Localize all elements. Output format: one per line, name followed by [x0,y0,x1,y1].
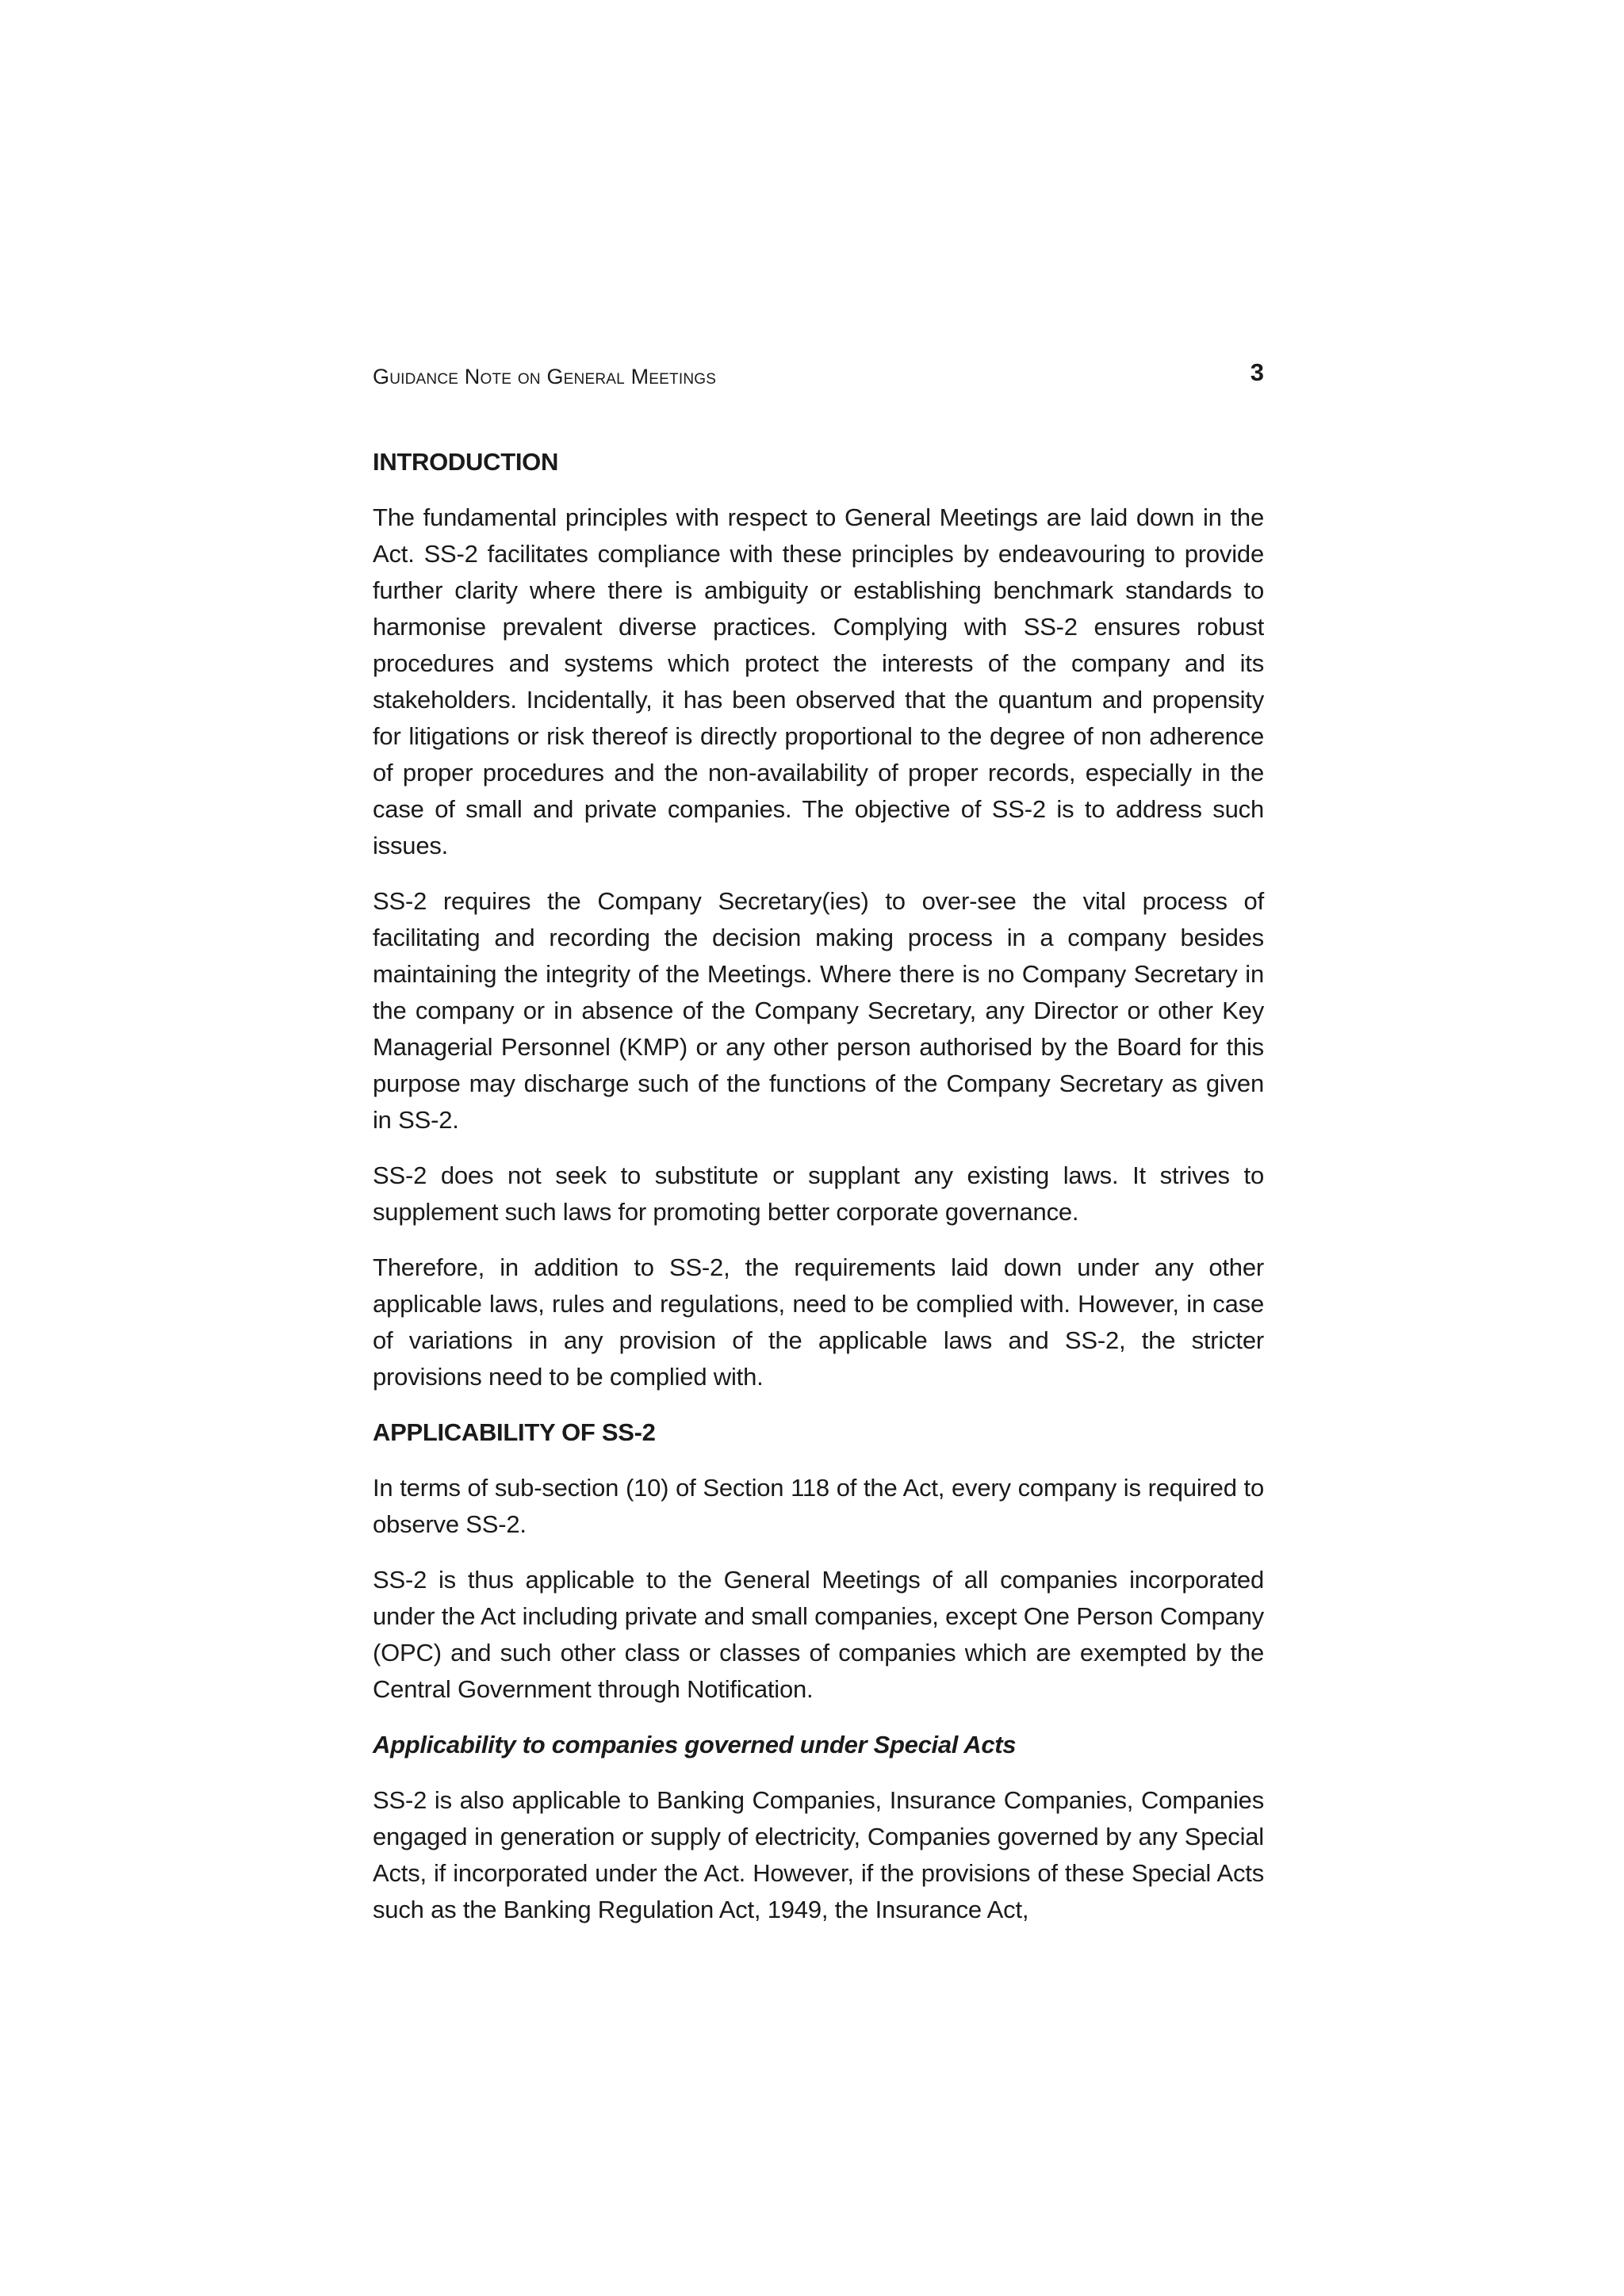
introduction-paragraph-3: SS-2 does not seek to substitute or supplant any existing laws. It strives to supplement such laws for promoting better corporate governance. [373,1161,1264,1226]
introduction-section [373,444,1264,1395]
special-acts-heading: Applicability to companies governed under Special Acts [373,1731,1017,1758]
special-acts-section [373,1727,1264,1928]
page-number: 3 [1250,358,1264,386]
introduction-paragraph-2: SS-2 requires the Company Secretary(ies) to over-see the vital process of facilitating and recording the decision making process in a company besides maintaining the integrity of the Meetings. Where there is no Company Secretary in the company or in absence of the Company Secretary, any Director or other Key Managerial Personnel (KMP) or any other person authorised by the Board for this purpose may discharge such of the functions of the Company Secretary as given in SS-2. [373,887,1264,1134]
applicability-paragraph-1: In terms of sub-section (10) of Section 118 of the Act, every company is required to observe SS-2. [373,1474,1264,1538]
applicability-section [373,1414,1264,1708]
introduction-heading: INTRODUCTION [373,448,559,476]
running-header [373,358,1264,398]
introduction-paragraph-4: Therefore, in addition to SS-2, the requirements laid down under any other applicable laws, rules and regulations, need to be complied with. However, in case of variations in any provision of the applicable laws and SS-2, the stricter provisions need to be complied with. [373,1253,1264,1391]
running-title: Guidance Note on General Meetings [373,365,717,388]
applicability-paragraph-2: SS-2 is thus applicable to the General Meetings of all companies incorporated under the Act including private and small companies, except One Person Company (OPC) and such other class or classes of companies which are exempted by the Central Government through Notification. [373,1566,1264,1703]
introduction-paragraph-1: The fundamental principles with respect to General Meetings are laid down in the Act. SS-2 facilitates compliance with these principles by endeavouring to provide further clarity where there is ambiguity or establishing benchmark standards to harmonise prevalent diverse practices. Complying with SS-2 ensures robust procedures and systems which protect the interests of the company and its stakeholders. Incidentally, it has been observed that the quantum and propensity for litigations or risk thereof is directly proportional to the degree of non adherence of proper procedures and the non-availability of proper records, especially in the case of small and private companies. The objective of SS-2 is to address such issues. [373,503,1264,859]
document-page [373,358,1264,1947]
special-acts-paragraph-1: SS-2 is also applicable to Banking Companies, Insurance Companies, Companies engaged in generation or supply of electricity, Companies governed by any Special Acts, if incorporated under the Act. However, if the provisions of these Special Acts such as the Banking Regulation Act, 1949, the Insurance Act, [373,1786,1264,1923]
applicability-heading: APPLICABILITY OF SS-2 [373,1418,656,1446]
